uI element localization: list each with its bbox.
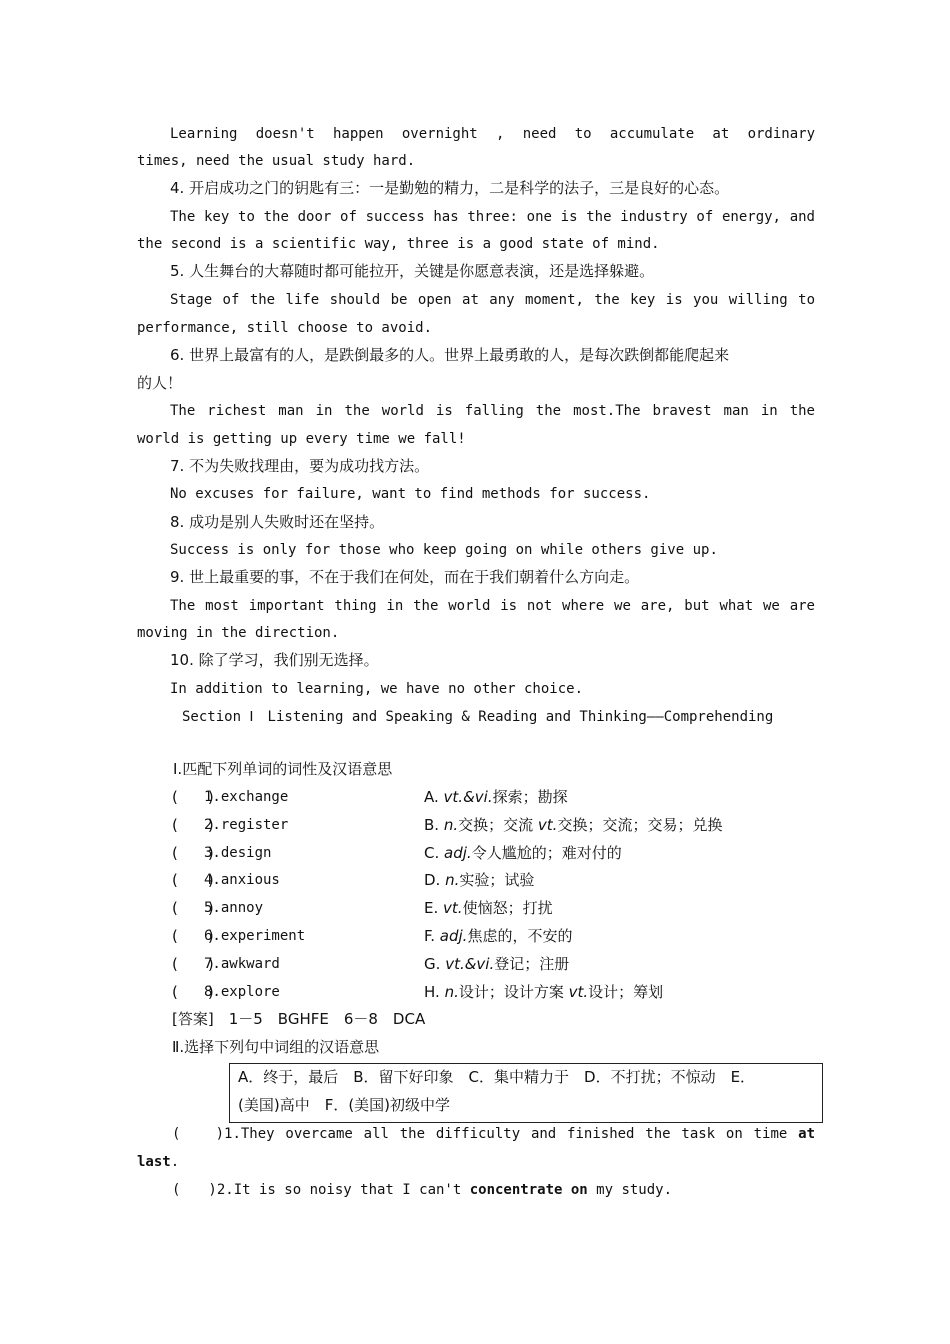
matching-row: [172, 787, 822, 807]
meaning-text: 交换；交流: [458, 815, 538, 834]
question-1-line2: [137, 1152, 815, 1172]
meaning-text: 实验；试验: [459, 871, 535, 890]
meaning-text: 登记；注册: [494, 954, 570, 973]
options-line1: A．终于，最后 B．留下好印象 C．集中精力于 D．不打扰；不惊动 E．: [238, 1068, 756, 1086]
question-2: [172, 1180, 850, 1200]
quote-8-chinese: 8. 成功是别人失败时还在坚持。: [170, 513, 385, 531]
quote-6-english-line2: world is getting up every time we fall!: [137, 431, 466, 447]
option-letter: D.: [424, 871, 441, 890]
matching-row: [172, 870, 822, 890]
meaning-text-2: 设计；筹划: [588, 982, 664, 1001]
paragraph-line: times, need the usual study hard.: [137, 153, 416, 169]
vocab-word: 8.explore: [204, 983, 280, 1000]
quote-5-chinese: 5. 人生舞台的大幕随时都可能拉开，关键是你愿意表演，还是选择躲避。: [170, 262, 655, 280]
part-of-speech: adj.: [439, 927, 468, 945]
option-letter: C.: [424, 843, 440, 862]
part-of-speech: adj.: [444, 843, 472, 862]
matching-row: [172, 898, 822, 918]
meaning-option: [424, 926, 572, 946]
question-1-text: ( )1.They overcame all the difficulty and finished the task on time: [172, 1126, 788, 1142]
meaning-option: [424, 954, 569, 974]
section-title: Section Ⅰ Listening and Speaking & Reading and Thinking——Comprehending: [182, 709, 774, 725]
quote-4-english-line2: the second is a scientific way, three is a good state of mind.: [137, 236, 660, 252]
vocab-word: 4.anxious: [204, 872, 280, 889]
meaning-option: [424, 843, 622, 863]
question-1-phrase-part1: at: [798, 1126, 816, 1142]
meaning-option: [424, 815, 722, 835]
question-1-end: .: [170, 1154, 180, 1170]
quote-4-chinese: 4. 开启成功之门的钥匙有三：一是勤勉的精力，二是科学的法子，三是良好的心态。: [170, 179, 730, 197]
option-letter: E.: [424, 899, 439, 918]
matching-row: [172, 843, 822, 863]
question-1-phrase-part2: last: [137, 1154, 171, 1170]
meaning-text: 使恼怒；打扰: [462, 899, 553, 918]
answer-blank[interactable]: ( ): [172, 788, 214, 806]
part-of-speech-2: vt.: [568, 982, 589, 1001]
part-of-speech-2: vt.: [537, 815, 558, 834]
quote-8-english: Success is only for those who keep going on while others give up.: [170, 542, 718, 558]
matching-row: [172, 982, 822, 1002]
meaning-option: [424, 982, 663, 1002]
meaning-option: [424, 787, 568, 807]
answer-blank[interactable]: ( ): [172, 927, 214, 945]
options-line2: (美国)高中 F．(美国)初级中学: [238, 1096, 451, 1114]
answer-key: [答案] 1－5 BGHFE 6－8 DCA: [172, 1010, 426, 1028]
part-of-speech: n.: [444, 982, 459, 1001]
meaning-option: [424, 898, 553, 918]
part-of-speech: vt.&vi.: [443, 788, 493, 806]
quote-10-english: In addition to learning, we have no other choice.: [170, 681, 584, 697]
quote-9-chinese: 9. 世上最重要的事，不在于我们在何处，而在于我们朝着什么方向走。: [170, 568, 640, 586]
question-2-phrase: concentrate on: [469, 1182, 588, 1198]
vocab-word: 3.design: [204, 844, 272, 861]
vocab-word: 2.register: [204, 816, 289, 833]
part-of-speech: vt.: [443, 899, 463, 918]
vocab-word: 5.annoy: [204, 900, 264, 917]
quote-7-chinese: 7. 不为失败找理由，要为成功找方法。: [170, 457, 430, 475]
quote-9-english-line1: The most important thing in the world is not where we are, but what we are: [170, 598, 815, 614]
part-of-speech: vt.&vi.: [445, 954, 495, 973]
answer-blank[interactable]: ( ): [172, 954, 214, 973]
answer-blank[interactable]: ( ): [172, 871, 214, 890]
matching-row: [172, 926, 822, 946]
quote-5-english-line1: Stage of the life should be open at any moment, the key is you willing to: [170, 292, 815, 308]
matching-row: [172, 954, 822, 974]
part-of-speech: n.: [445, 871, 460, 890]
question-2-suffix: my study.: [587, 1182, 673, 1198]
option-letter: B.: [424, 815, 440, 834]
option-letter: H.: [424, 982, 440, 1001]
quote-9-english-line2: moving in the direction.: [137, 625, 340, 641]
vocab-word: 6.experiment: [204, 928, 306, 944]
part1-heading: Ⅰ.匹配下列单词的词性及汉语意思: [173, 760, 393, 778]
answer-blank[interactable]: ( ): [172, 843, 214, 862]
answer-blank[interactable]: ( ): [172, 899, 214, 918]
meaning-text: 焦虑的，不安的: [467, 927, 573, 945]
quote-6-chinese-line1: 6. 世界上最富有的人，是跌倒最多的人。世界上最勇敢的人，是每次跌倒都能爬起来: [170, 346, 730, 364]
meaning-text: 设计；设计方案: [458, 982, 569, 1001]
meaning-option: [424, 870, 534, 890]
option-letter: F.: [424, 927, 435, 945]
quote-5-english-line2: performance, still choose to avoid.: [137, 320, 433, 336]
vocab-word: 1.exchange: [204, 789, 289, 805]
quote-6-english-line1: The richest man in the world is falling the most.The bravest man in the: [170, 403, 815, 419]
paragraph-line: Learning doesn't happen overnight , need to accumulate at ordinary: [170, 126, 815, 142]
meaning-text: 探索；勘探: [492, 788, 568, 806]
quote-4-english-line1: The key to the door of success has three: one is the industry of energy, and: [170, 209, 815, 225]
matching-row: [172, 815, 822, 835]
meaning-text: 令人尴尬的；难对付的: [471, 843, 622, 862]
option-letter: A.: [424, 788, 439, 806]
options-box: [229, 1063, 823, 1123]
quote-7-english: No excuses for failure, want to find methods for success.: [170, 486, 651, 502]
answer-blank[interactable]: ( ): [172, 982, 214, 1001]
question-2-text: ( )2.It is so noisy that I can't: [172, 1182, 470, 1198]
question-1-line1: [172, 1124, 815, 1144]
option-letter: G.: [424, 954, 441, 973]
answer-blank[interactable]: ( ): [172, 815, 214, 834]
part-of-speech: n.: [443, 815, 459, 834]
part2-heading: Ⅱ.选择下列句中词组的汉语意思: [172, 1038, 380, 1056]
meaning-text-2: 交换；交流；交易；兑换: [557, 815, 723, 834]
quote-6-chinese-line2: 的人！: [137, 374, 183, 392]
quote-10-chinese: 10. 除了学习，我们别无选择。: [170, 651, 379, 669]
vocab-word: 7.awkward: [204, 955, 280, 972]
